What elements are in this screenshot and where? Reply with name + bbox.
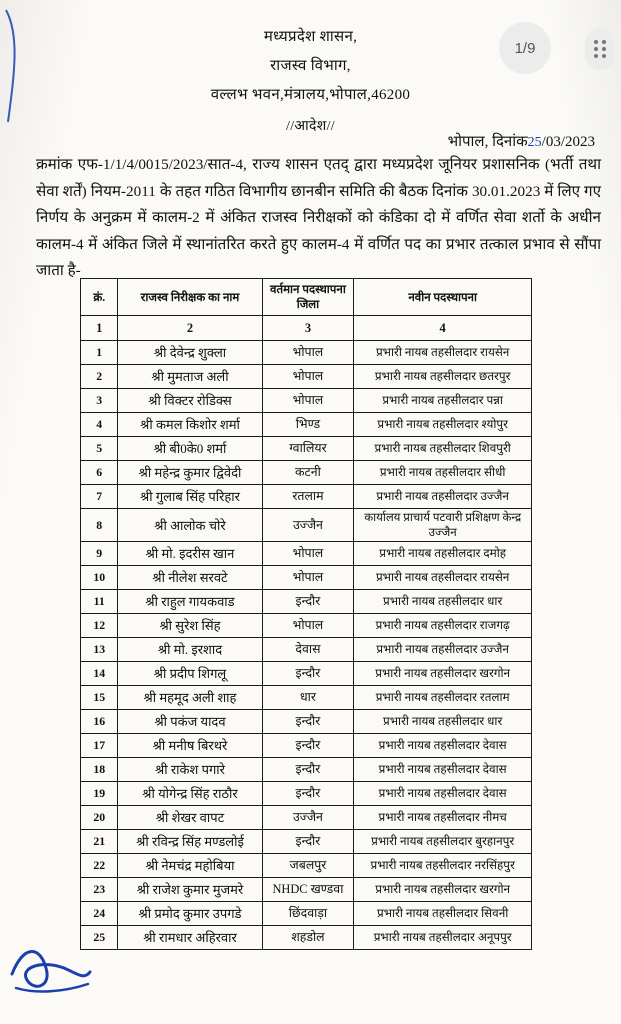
dots-glyph [594, 40, 606, 58]
table-row [81, 854, 532, 878]
table-row [81, 734, 532, 758]
row-sn: 24 [81, 902, 118, 926]
row-current: भोपाल [262, 341, 354, 365]
handwritten-day: 25 [527, 135, 542, 150]
row-new: प्रभारी नायब तहसीलदार धार [354, 710, 532, 734]
order-title: //आदेश// [286, 119, 335, 134]
date-line [448, 131, 595, 151]
row-name: श्री पकंज यादव [118, 710, 262, 734]
row-new: प्रभारी नायब तहसीलदार खरगोन [354, 878, 532, 902]
row-sn: 3 [81, 389, 118, 413]
table-row [81, 830, 532, 854]
row-sn: 8 [81, 509, 118, 542]
table-row [81, 485, 532, 509]
row-new: प्रभारी नायब तहसीलदार नरसिंहपुर [354, 854, 532, 878]
table-header-sn: क्रं. [81, 279, 118, 316]
row-new: प्रभारी नायब तहसीलदार पन्ना [354, 389, 532, 413]
table-header-name: राजस्व निरीक्षक का नाम [118, 279, 262, 316]
table-row [81, 341, 532, 365]
row-name: श्री मो. इरशाद [118, 638, 262, 662]
col-number-4: 4 [354, 316, 532, 341]
row-new: प्रभारी नायब तहसीलदार उज्जैन [354, 485, 532, 509]
row-name: श्री महेन्द्र कुमार द्विवेदी [118, 461, 262, 485]
col-number-2: 2 [118, 316, 262, 341]
row-new: प्रभारी नायब तहसीलदार धार [354, 590, 532, 614]
row-current: इन्दौर [262, 662, 354, 686]
row-name: श्री मो. इदरीस खान [118, 542, 262, 566]
row-current: शहडोल [262, 926, 354, 950]
header-line-2: राजस्व विभाग, [270, 58, 351, 74]
row-new: प्रभारी नायब तहसीलदार बुरहानपुर [354, 830, 532, 854]
table-row [81, 686, 532, 710]
row-current: NHDC खण्डवा [262, 878, 354, 902]
row-sn: 14 [81, 662, 118, 686]
row-current: इन्दौर [262, 590, 354, 614]
date-place: भोपाल, दिनांक [447, 134, 528, 150]
row-sn: 20 [81, 806, 118, 830]
row-name: श्री नेमचंद्र महोबिया [118, 854, 262, 878]
table-column-number-row [81, 316, 532, 341]
row-new: प्रभारी नायब तहसीलदार राजगढ़ [354, 614, 532, 638]
row-sn: 4 [81, 413, 118, 437]
row-sn: 15 [81, 686, 118, 710]
table-header-new: नवीन पदस्थापना [354, 279, 532, 316]
page-indicator: 1/9 [499, 22, 551, 74]
table-head [81, 279, 532, 341]
row-current: इन्दौर [262, 710, 354, 734]
row-sn: 7 [81, 485, 118, 509]
row-new: प्रभारी नायब तहसीलदार सीधी [354, 461, 532, 485]
row-current: इन्दौर [262, 782, 354, 806]
date-rest: /03/2023 [541, 134, 595, 150]
transfer-table [80, 278, 532, 950]
table-body [81, 341, 532, 950]
table-row [81, 758, 532, 782]
row-name: श्री शेखर वापट [118, 806, 262, 830]
row-new: प्रभारी नायब तहसीलदार नीमच [354, 806, 532, 830]
row-name: श्री प्रमोद कुमार उपगडे [118, 902, 262, 926]
table-row [81, 638, 532, 662]
row-current: देवास [262, 638, 354, 662]
order-paragraph-text: क्रमांक एफ-1/1/4/0015/2023/सात-4, राज्य शासन एतद् द्वारा मध्यप्रदेश जूनियर प्रशासनिक (भर्ती तथा सेवा शर्तें) नियम-2011 के तहत गठित विभागीय छानबीन समिति की बैठक दिनांक 30.01.2023 में लिए गए निर्णय के अनुक्रम में कालम-2 में अंकित राजस्व निरीक्षकों को कंडिका दो में वर्णित सेवा शर्तो के अधीन कालम-4 में अंकित जिले में स्थानांतरित करते हुए कालम-4 में वर्णित पद का प्रभार तत्काल प्रभाव से सौंपा जाता है- [36, 156, 605, 279]
row-name: श्री नीलेश सरवटे [118, 566, 262, 590]
order-paragraph [36, 152, 605, 285]
row-name: श्री राकेश पगारे [118, 758, 262, 782]
table-row [81, 614, 532, 638]
row-sn: 16 [81, 710, 118, 734]
row-name: श्री मनीष बिरथरे [118, 734, 262, 758]
row-sn: 17 [81, 734, 118, 758]
row-name: श्री प्रदीप शिगलू [118, 662, 262, 686]
row-current: इन्दौर [262, 734, 354, 758]
table-row [81, 782, 532, 806]
row-sn: 10 [81, 566, 118, 590]
row-name: श्री मुमताज अली [118, 365, 262, 389]
row-name: श्री सुरेश सिंह [118, 614, 262, 638]
table-header-row [81, 279, 532, 316]
row-current: भोपाल [262, 566, 354, 590]
row-sn: 13 [81, 638, 118, 662]
row-name: श्री बी0के0 शर्मा [118, 437, 262, 461]
row-current: छिंदवाड़ा [262, 902, 354, 926]
row-sn: 2 [81, 365, 118, 389]
table-row [81, 806, 532, 830]
table-header-current: वर्तमान पदस्थापना जिला [262, 279, 354, 316]
row-name: श्री विक्टर रोडिक्स [118, 389, 262, 413]
row-sn: 9 [81, 542, 118, 566]
row-new: प्रभारी नायब तहसीलदार देवास [354, 758, 532, 782]
table-row [81, 437, 532, 461]
row-sn: 19 [81, 782, 118, 806]
table-row [81, 413, 532, 437]
row-new: प्रभारी नायब तहसीलदार रायसेन [354, 341, 532, 365]
row-name: श्री महमूद अली शाह [118, 686, 262, 710]
row-current: उज्जैन [262, 806, 354, 830]
row-name: श्री राजेश कुमार मुजमरे [118, 878, 262, 902]
table-row [81, 509, 532, 542]
table-row [81, 878, 532, 902]
row-sn: 1 [81, 341, 118, 365]
header-line-3: वल्लभ भवन,मंत्रालय,भोपाल,46200 [210, 87, 411, 103]
table-row [81, 710, 532, 734]
row-name: श्री देवेन्द्र शुक्ला [118, 341, 262, 365]
row-sn: 12 [81, 614, 118, 638]
row-new: प्रभारी नायब तहसीलदार अनूपपुर [354, 926, 532, 950]
row-current: भोपाल [262, 389, 354, 413]
row-new: प्रभारी नायब तहसीलदार देवास [354, 782, 532, 806]
row-current: धार [262, 686, 354, 710]
row-current: इन्दौर [262, 830, 354, 854]
more-options-icon[interactable] [585, 28, 615, 70]
row-sn: 25 [81, 926, 118, 950]
col-number-1: 1 [81, 316, 118, 341]
table-row [81, 566, 532, 590]
row-current: भिण्ड [262, 413, 354, 437]
row-sn: 6 [81, 461, 118, 485]
table-row [81, 926, 532, 950]
table-row [81, 542, 532, 566]
row-name: श्री आलोक चोरे [118, 509, 262, 542]
row-sn: 21 [81, 830, 118, 854]
header-line-1: मध्यप्रदेश शासन, [263, 29, 358, 45]
row-new: प्रभारी नायब तहसीलदार श्योपुर [354, 413, 532, 437]
row-current: कटनी [262, 461, 354, 485]
row-sn: 18 [81, 758, 118, 782]
row-name: श्री राहुल गायकवाड [118, 590, 262, 614]
row-new: प्रभारी नायब तहसीलदार सिवनी [354, 902, 532, 926]
row-new: प्रभारी नायब तहसीलदार दमोह [354, 542, 532, 566]
row-new: प्रभारी नायब तहसीलदार रायसेन [354, 566, 532, 590]
row-sn: 11 [81, 590, 118, 614]
row-new: प्रभारी नायब तहसीलदार उज्जैन [354, 638, 532, 662]
table-row [81, 662, 532, 686]
row-name: श्री रविन्द्र सिंह मण्डलोई [118, 830, 262, 854]
row-new: प्रभारी नायब तहसीलदार शिवपुरी [354, 437, 532, 461]
row-current: जबलपुर [262, 854, 354, 878]
row-name: श्री योगेन्द्र सिंह राठौर [118, 782, 262, 806]
row-current: भोपाल [262, 542, 354, 566]
row-current: ग्वालियर [262, 437, 354, 461]
table-row [81, 902, 532, 926]
table-row [81, 590, 532, 614]
row-current: इन्दौर [262, 758, 354, 782]
table-row [81, 389, 532, 413]
row-new: प्रभारी नायब तहसीलदार छतरपुर [354, 365, 532, 389]
row-current: रतलाम [262, 485, 354, 509]
row-current: भोपाल [262, 365, 354, 389]
row-new: प्रभारी नायब तहसीलदार खरगोन [354, 662, 532, 686]
row-sn: 22 [81, 854, 118, 878]
table-row [81, 365, 532, 389]
row-new: कार्यालय प्राचार्य पटवारी प्रशिक्षण केन्द्र उज्जैन [354, 509, 532, 542]
col-number-3: 3 [262, 316, 354, 341]
row-name: श्री रामधार अहिरवार [118, 926, 262, 950]
table-row [81, 461, 532, 485]
row-new: प्रभारी नायब तहसीलदार देवास [354, 734, 532, 758]
row-current: उज्जैन [262, 509, 354, 542]
row-new: प्रभारी नायब तहसीलदार रतलाम [354, 686, 532, 710]
row-sn: 23 [81, 878, 118, 902]
row-name: श्री कमल किशोर शर्मा [118, 413, 262, 437]
row-current: भोपाल [262, 614, 354, 638]
row-name: श्री गुलाब सिंह परिहार [118, 485, 262, 509]
row-sn: 5 [81, 437, 118, 461]
